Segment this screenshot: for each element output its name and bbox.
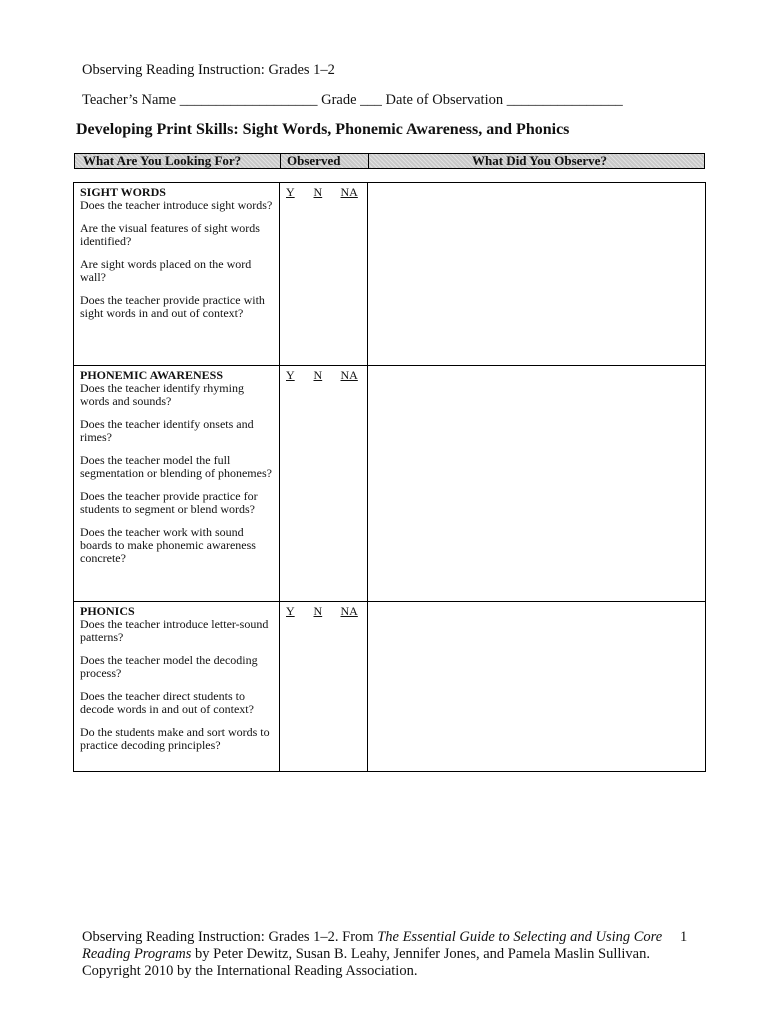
observation-notes-cell[interactable] <box>368 183 706 366</box>
option-na[interactable]: NA <box>340 185 358 199</box>
option-y[interactable]: Y <box>286 368 295 382</box>
column-header-observed: Observed <box>287 153 341 168</box>
question-cell <box>74 366 280 602</box>
observation-table <box>73 182 706 772</box>
question-text: Does the teacher provide practice for students to segment or blend words? <box>80 489 258 516</box>
question-text: Does the teacher identify rhyming words and sounds? <box>80 381 244 408</box>
footer-prefix: Observing Reading Instruction: Grades 1–2. From <box>82 929 378 945</box>
question-text: Does the teacher introduce letter-sound patterns? <box>80 617 269 644</box>
observed-n-cell[interactable] <box>308 602 334 772</box>
column-header-what-observed: What Did You Observe? <box>472 153 607 168</box>
page-title: Developing Print Skills: Sight Words, Phonemic Awareness, and Phonics <box>76 121 570 138</box>
observed-y-cell[interactable] <box>280 366 308 602</box>
observed-na-cell[interactable] <box>334 602 368 772</box>
column-divider <box>280 154 281 168</box>
observed-y-cell[interactable] <box>280 602 308 772</box>
section-row-phonemic-awareness <box>74 366 706 602</box>
option-na[interactable]: NA <box>340 368 358 382</box>
observed-n-cell[interactable] <box>308 366 334 602</box>
option-n[interactable]: N <box>313 368 323 382</box>
question-text: Are sight words placed on the word wall? <box>80 257 252 284</box>
column-header-looking-for: What Are You Looking For? <box>83 153 242 168</box>
section-row-sight-words <box>74 183 706 366</box>
observed-na-cell[interactable] <box>334 366 368 602</box>
question-text: Does the teacher provide practice with sight words in and out of context? <box>80 293 265 320</box>
category-label: SIGHT WORDS <box>80 185 166 199</box>
observed-y-cell[interactable] <box>280 183 308 366</box>
section-row-phonics <box>74 602 706 772</box>
question-text: Does the teacher model the full segmentation or blending of phonemes? <box>80 453 272 480</box>
observed-na-cell[interactable] <box>334 183 368 366</box>
option-y[interactable]: Y <box>286 604 295 618</box>
option-n[interactable]: N <box>313 185 323 199</box>
column-divider <box>368 154 369 168</box>
copyright-text: Copyright 2010 by the International Reading Association. <box>82 963 418 979</box>
question-text: Do the students make and sort words to practice decoding principles? <box>80 725 270 752</box>
question-text: Does the teacher model the decoding process? <box>80 653 258 680</box>
footer-authors: by Peter Dewitz, Susan B. Leahy, Jennifer Jones, and Pamela Maslin Sullivan. <box>191 946 650 962</box>
option-y[interactable]: Y <box>286 185 295 199</box>
question-text: Are the visual features of sight words identified? <box>80 221 260 248</box>
form-subtitle: Observing Reading Instruction: Grades 1–2 <box>82 62 335 78</box>
observation-notes-cell[interactable] <box>368 366 706 602</box>
question-cell <box>74 602 280 772</box>
citation-footer <box>82 929 692 980</box>
question-text: Does the teacher introduce sight words? <box>80 198 273 212</box>
option-na[interactable]: NA <box>340 604 358 618</box>
column-header-bar <box>74 153 705 169</box>
observed-n-cell[interactable] <box>308 183 334 366</box>
question-text: Does the teacher identify onsets and rimes? <box>80 417 254 444</box>
page-number: 1 <box>680 929 688 945</box>
book-title: The Essential Guide to Selecting and Using Core Reading Programs <box>82 929 663 962</box>
option-n[interactable]: N <box>313 604 323 618</box>
question-cell <box>74 183 280 366</box>
category-label: PHONEMIC AWARENESS <box>80 368 224 382</box>
observation-notes-cell[interactable] <box>368 602 706 772</box>
category-label: PHONICS <box>80 604 135 618</box>
question-text: Does the teacher work with sound boards to make phonemic awareness concrete? <box>80 525 256 565</box>
question-text: Does the teacher direct students to decode words in and out of context? <box>80 689 254 716</box>
teacher-info-line: Teacher’s Name ___________________ Grade ___ Date of Observation ________________ <box>82 92 623 108</box>
